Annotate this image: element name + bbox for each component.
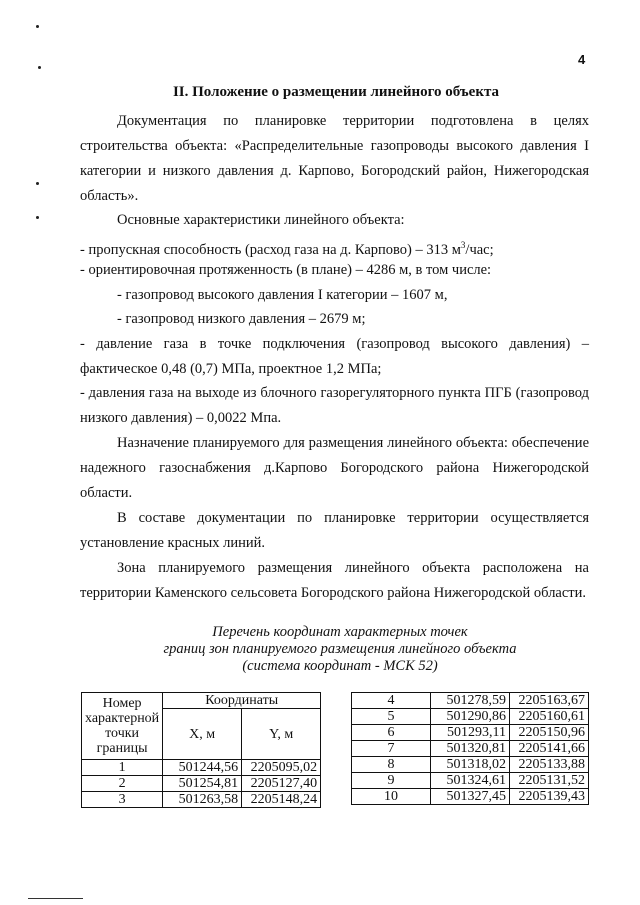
y-value: 2205150,96 (510, 725, 589, 741)
point-number: 4 (352, 693, 431, 709)
outlet-line-2: низкого давления) – 0,0022 Мпа. (80, 410, 282, 426)
y-value: 2205163,67 (510, 693, 589, 709)
caption-line-2: границ зон планируемого размещения линейного объекта (163, 641, 517, 657)
x-value: 501318,02 (431, 757, 510, 773)
table-row (82, 776, 321, 792)
table-row (352, 773, 589, 789)
table-row (352, 693, 589, 709)
high-pressure-line: - газопровод высокого давления I категории – 1607 м, (117, 287, 448, 303)
coordinates-table-right (351, 692, 589, 805)
y-value: 2205141,66 (510, 741, 589, 757)
outlet-line-1: - давления газа на выходе из блочного газорегуляторного пункта ПГБ (газопровод (80, 385, 589, 401)
section-heading: II. Положение о размещении линейного объекта (172, 84, 500, 100)
intro-line-4: область». (80, 188, 139, 204)
table-row (352, 709, 589, 725)
x-value: 501324,61 (431, 773, 510, 789)
purpose-line-3: области. (80, 485, 133, 501)
y-value: 2205095,02 (242, 760, 321, 776)
x-value: 501290,86 (431, 709, 510, 725)
zone-line-1: Зона планируемого размещения линейного объекта расположена на (117, 560, 589, 576)
scan-speck (36, 182, 39, 185)
caption-line-1: Перечень координат характерных точек (212, 624, 468, 640)
table-row (352, 757, 589, 773)
header-y: Y, м (242, 709, 321, 760)
intro-line-1: Документация по планировке территории подготовлена в целях (117, 113, 589, 129)
x-value: 501244,56 (163, 760, 242, 776)
y-value: 2205160,61 (510, 709, 589, 725)
capacity-unit: /час; (465, 241, 494, 258)
table-row (82, 792, 321, 808)
point-number: 8 (352, 757, 431, 773)
point-number: 9 (352, 773, 431, 789)
red-lines-line-2: установление красных линий. (80, 535, 265, 551)
low-pressure-line: - газопровод низкого давления – 2679 м; (117, 311, 366, 327)
table-row (352, 789, 589, 805)
connection-line-2: фактическое 0,48 (0,7) МПа, проектное 1,2 МПа; (80, 361, 382, 377)
x-value: 501278,59 (431, 693, 510, 709)
header-point: Номер характерной точки границы (82, 693, 163, 760)
table-row (82, 760, 321, 776)
point-number: 3 (82, 792, 163, 808)
y-value: 2205131,52 (510, 773, 589, 789)
scan-speck (38, 66, 41, 69)
connection-line-1: - давление газа в точке подключения (газопровод высокого давления) – (80, 336, 589, 352)
table-caption (140, 624, 540, 675)
x-value: 501320,81 (431, 741, 510, 757)
capacity-text: - пропускная способность (расход газа на д. Карпово) – 313 м (80, 241, 461, 258)
coordinates-table-left (81, 692, 321, 808)
x-value: 501263,58 (163, 792, 242, 808)
x-value: 501327,45 (431, 789, 510, 805)
intro-line-2: строительства объекта: «Распределительные газопроводы высокого давления I (80, 138, 589, 154)
scan-speck (36, 25, 39, 28)
purpose-line-2: надежного газоснабжения д.Карпово Богородского района Нижегородской (80, 460, 589, 476)
x-value: 501293,11 (431, 725, 510, 741)
page-number: 4 (578, 52, 586, 67)
y-value: 2205127,40 (242, 776, 321, 792)
footer-rule (28, 898, 83, 899)
y-value: 2205139,43 (510, 789, 589, 805)
point-number: 1 (82, 760, 163, 776)
length-line: - ориентировочная протяженность (в плане) – 4286 м, в том числе: (80, 262, 492, 278)
red-lines-line-1: В составе документации по планировке территории осуществляется (117, 510, 589, 526)
y-value: 2205133,88 (510, 757, 589, 773)
purpose-line-1: Назначение планируемого для размещения линейного объекта: обеспечение (117, 435, 589, 451)
point-number: 5 (352, 709, 431, 725)
zone-line-2: территории Каменского сельсовета Богородского района Нижегородской области. (80, 585, 587, 601)
intro-line-3: категории и низкого давления д. Карпово, Богородский район, Нижегородская (80, 163, 589, 179)
point-number: 10 (352, 789, 431, 805)
scan-speck (36, 216, 39, 219)
y-value: 2205148,24 (242, 792, 321, 808)
caption-line-3: (система координат - МСК 52) (242, 658, 438, 674)
point-number: 2 (82, 776, 163, 792)
point-number: 7 (352, 741, 431, 757)
x-value: 501254,81 (163, 776, 242, 792)
characteristics-title: Основные характеристики линейного объекта: (117, 212, 405, 228)
table-row (352, 725, 589, 741)
capacity-sup: 3 (460, 240, 466, 250)
header-coordinates: Координаты (163, 693, 321, 709)
point-number: 6 (352, 725, 431, 741)
table-row (352, 741, 589, 757)
header-x: X, м (163, 709, 242, 760)
